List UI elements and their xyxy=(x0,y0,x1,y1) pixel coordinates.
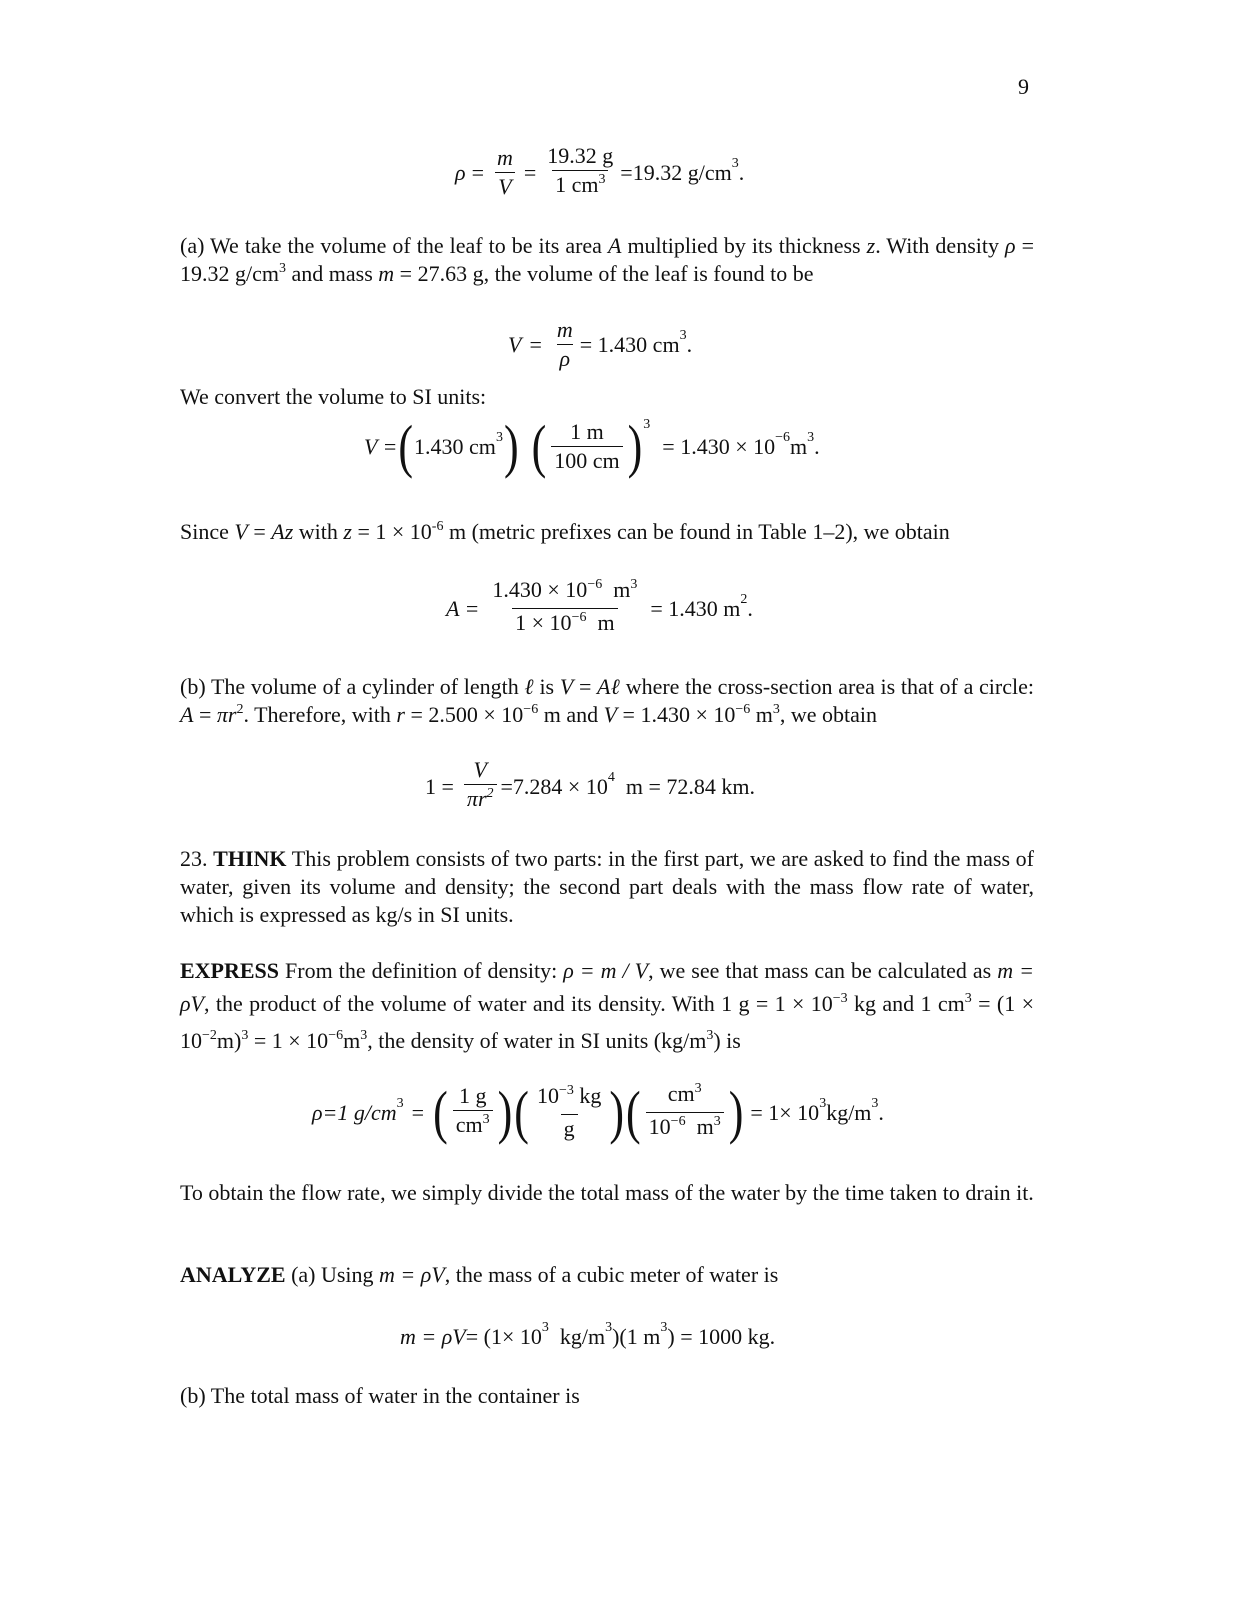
var-m: m xyxy=(378,261,395,286)
analyze-label: ANALYZE xyxy=(180,1262,286,1287)
superscript: 3 xyxy=(360,1028,368,1043)
text: , we obtain xyxy=(779,702,878,727)
paragraph-part-a xyxy=(180,232,1034,292)
fraction-1 xyxy=(453,1082,493,1143)
denominator: V xyxy=(495,172,514,201)
denominator xyxy=(552,170,608,203)
text: = 2.500 × 10 xyxy=(404,702,524,727)
result-tail: m = 72.84 km. xyxy=(614,773,755,799)
open-paren: ( xyxy=(531,412,547,479)
superscript: 2 xyxy=(486,786,494,801)
denominator xyxy=(464,784,497,817)
var-v: V xyxy=(559,674,574,699)
text: kg/m xyxy=(548,1324,606,1349)
equals-sign: = xyxy=(471,159,484,185)
var-z: z xyxy=(866,233,876,258)
text: is xyxy=(533,674,560,699)
unit: kg/m xyxy=(826,1099,872,1125)
text: From the definition of density: xyxy=(279,958,564,983)
text: (a) We take the volume of the leaf to be its area xyxy=(180,233,608,258)
numerator: 1 g xyxy=(458,1083,487,1108)
var-az: Az xyxy=(271,519,294,544)
superscript: 3 xyxy=(605,1320,613,1335)
superscript: -6 xyxy=(431,519,444,534)
text: multiplied by its thickness xyxy=(621,233,867,258)
numerator: 1 m xyxy=(570,419,604,444)
var-v: V xyxy=(234,519,248,544)
paragraph-convert: We convert the volume to SI units: xyxy=(180,384,487,409)
equation-result: = 1.430 m xyxy=(650,595,741,621)
equals-sign: = xyxy=(523,159,537,185)
num-text: 1.430 × 10 xyxy=(492,577,588,602)
denominator: ρ xyxy=(557,344,574,373)
lhs: V = xyxy=(364,433,398,459)
text: , the density of water in SI units (kg/m xyxy=(367,1028,707,1053)
fraction-v-over-pir2 xyxy=(464,756,497,817)
equation-mass xyxy=(400,1320,776,1350)
rho-symbol: ρ xyxy=(455,159,466,185)
var-v: V xyxy=(508,331,522,357)
var-rho: ρ xyxy=(1005,233,1016,258)
var-z: z xyxy=(343,519,352,544)
superscript: −6 xyxy=(523,702,539,717)
close-paren: ) xyxy=(609,1078,625,1145)
text: = xyxy=(193,702,217,727)
unit: m xyxy=(602,577,631,602)
open-paren: ( xyxy=(433,1078,448,1145)
superscript: 4 xyxy=(607,769,615,785)
superscript: 3 xyxy=(694,1081,702,1096)
numerator xyxy=(534,1082,604,1114)
text: m xyxy=(343,1028,361,1053)
denominator-base: 1 cm xyxy=(555,172,599,197)
value: 1.430 cm xyxy=(414,433,496,459)
num-text: cm xyxy=(667,1081,695,1106)
open-paren: ( xyxy=(514,1078,529,1145)
superscript: 3 xyxy=(643,416,651,432)
text: (b) The volume of a cylinder of length xyxy=(180,674,525,699)
text: Since xyxy=(180,519,235,544)
superscript: 3 xyxy=(772,702,780,717)
superscript: 2 xyxy=(740,591,748,607)
denominator: 100 cm xyxy=(551,446,622,475)
unit: m xyxy=(790,433,808,459)
lhs: 1 = xyxy=(425,773,454,799)
den-text: cm xyxy=(455,1112,483,1137)
text: , the product of the volume of water and its density. With 1 g = 1 × 10 xyxy=(204,991,833,1016)
fraction-area xyxy=(489,576,640,641)
var-ell: ℓ xyxy=(524,674,534,699)
text: , we see that mass can be calculated as xyxy=(648,958,998,983)
numerator: V xyxy=(473,757,487,782)
period: . xyxy=(747,595,753,621)
text: m xyxy=(750,702,773,727)
fraction-2 xyxy=(534,1082,604,1143)
text: This problem consists of two parts: in the first part, we are asked to find the mass of water, given its volume and density; the second part deals with the mass flow rate of water, which is expressed as kg/s in SI units. xyxy=(180,846,1035,927)
denominator xyxy=(646,1112,724,1145)
text: m and xyxy=(538,702,604,727)
var-v: V xyxy=(603,702,618,727)
lhs: m = ρV xyxy=(400,1324,466,1349)
paragraph-total-mass: (b) The total mass of water in the container is xyxy=(180,1383,580,1408)
lhs: A = xyxy=(446,595,480,621)
period: . xyxy=(686,331,693,357)
text: = (1 × 10 xyxy=(180,991,1035,1053)
var-a: A xyxy=(607,233,622,258)
den-text: πr xyxy=(466,786,487,811)
close-paren: ) xyxy=(728,1078,744,1145)
superscript: −3 xyxy=(832,991,848,1006)
var-aell: Aℓ xyxy=(597,674,621,699)
fraction-3 xyxy=(646,1080,724,1145)
text: kg and 1 cm xyxy=(847,991,965,1016)
paragraph-part-b xyxy=(180,673,1034,733)
superscript: 2 xyxy=(236,702,244,717)
express-label: EXPRESS xyxy=(180,958,280,983)
text: and mass xyxy=(286,261,379,286)
fraction-mass-over-volume xyxy=(544,142,616,203)
text: = 27.63 g, the volume of the leaf is found to be xyxy=(394,261,814,286)
den-text: 1 × 10 xyxy=(515,610,572,635)
den-text: 10 xyxy=(648,1114,671,1139)
period: . xyxy=(738,159,745,185)
think-label: THINK xyxy=(213,846,287,871)
text: where the cross-section area is that of a circle: xyxy=(620,674,1034,699)
fraction-m-over-rho xyxy=(554,316,576,373)
equation-result: =19.32 g/cm xyxy=(620,159,732,185)
text: , the mass of a cubic meter of water is xyxy=(444,1262,779,1287)
superscript: 3 xyxy=(819,1095,827,1111)
superscript: −6 xyxy=(571,610,587,625)
superscript: 3 xyxy=(679,327,687,343)
var-r: r xyxy=(396,702,405,727)
text: )(1 m xyxy=(612,1324,661,1349)
denominator xyxy=(453,1110,493,1143)
paragraph-think xyxy=(180,845,1034,929)
close-paren: ) xyxy=(503,412,519,479)
unit: kg xyxy=(573,1083,602,1108)
period: . xyxy=(878,1099,884,1125)
superscript: 3 xyxy=(731,155,739,171)
paragraph-express xyxy=(180,954,1034,1061)
var-a: A xyxy=(180,702,194,727)
superscript: 3 xyxy=(279,261,286,276)
superscript: −2 xyxy=(202,1028,217,1043)
equals-sign: = xyxy=(529,331,542,357)
unit: m xyxy=(685,1114,714,1139)
period: . xyxy=(814,433,820,459)
text: = 19.32 g/cm xyxy=(180,233,1035,286)
text: (a) Using xyxy=(285,1262,380,1287)
superscript: 3 xyxy=(541,1320,549,1335)
formula: m = ρV xyxy=(379,1262,445,1287)
superscript: 3 xyxy=(713,1114,721,1129)
superscript: 3 xyxy=(630,577,638,592)
paragraph-analyze xyxy=(180,1261,1034,1289)
superscript: −6 xyxy=(587,577,603,592)
numerator xyxy=(489,576,640,608)
text: ) is xyxy=(713,1028,741,1053)
text: ) = 1000 kg. xyxy=(667,1324,776,1349)
open-paren: ( xyxy=(398,412,414,479)
denominator: g xyxy=(561,1114,578,1143)
problem-number: 23. xyxy=(180,846,214,871)
equals-sign: = xyxy=(411,1099,425,1125)
lhs: ρ=1 g/cm xyxy=(312,1099,397,1125)
superscript: 3 xyxy=(964,991,972,1006)
equation-result: = 1.430 cm xyxy=(579,331,680,357)
superscript: −6 xyxy=(775,429,791,445)
superscript: 3 xyxy=(495,429,503,445)
text: = 1.430 × 10 xyxy=(617,702,736,727)
denominator xyxy=(512,608,617,641)
superscript: 3 xyxy=(598,172,606,187)
equation-convert xyxy=(364,412,820,479)
var-pir: πr xyxy=(216,702,237,727)
superscript: 3 xyxy=(706,1028,714,1043)
superscript: −6 xyxy=(670,1114,686,1129)
text: with xyxy=(293,519,344,544)
paragraph-flow-rate: To obtain the flow rate, we simply divide the total mass of the water by the time taken to drain it. xyxy=(180,1180,1034,1205)
text: = (1× 10 xyxy=(465,1324,542,1349)
superscript: 3 xyxy=(807,429,815,445)
numerator: m xyxy=(496,145,513,170)
text: . With density xyxy=(875,233,1006,258)
equation-result: =7.284 × 10 xyxy=(500,773,608,799)
text: m) xyxy=(216,1028,242,1053)
equation-area xyxy=(446,576,753,641)
equation-volume xyxy=(508,316,692,373)
fraction-m-over-v xyxy=(494,144,516,201)
text: . Therefore, with xyxy=(243,702,397,727)
equation-result: = 1× 10 xyxy=(750,1099,820,1125)
num-text: 10 xyxy=(536,1083,559,1108)
unit: m xyxy=(586,610,615,635)
equation-water-density xyxy=(312,1080,884,1145)
fraction-unit-conversion xyxy=(551,418,622,475)
equation-result: = 1.430 × 10 xyxy=(662,433,776,459)
open-paren: ( xyxy=(626,1078,641,1145)
superscript: 3 xyxy=(396,1095,404,1111)
page-number: 9 xyxy=(1018,74,1029,99)
text: = 1 × 10 xyxy=(351,519,432,544)
close-paren: ) xyxy=(627,412,643,479)
formula: m = ρV xyxy=(180,958,1035,1016)
definition: ρ = m / V xyxy=(563,958,649,983)
text: m (metric prefixes can be found in Table 1–2), we obtain xyxy=(443,519,950,544)
superscript: 3 xyxy=(871,1095,879,1111)
superscript: −3 xyxy=(558,1083,574,1098)
superscript: −6 xyxy=(735,702,751,717)
paragraph-since xyxy=(180,518,1034,550)
superscript: 3 xyxy=(660,1320,668,1335)
superscript: −6 xyxy=(328,1028,344,1043)
close-paren: ) xyxy=(497,1078,513,1145)
text: = 1 × 10 xyxy=(248,1028,329,1053)
equation-length xyxy=(425,756,755,817)
superscript: 3 xyxy=(482,1112,490,1127)
text: = xyxy=(573,674,598,699)
equation-density xyxy=(455,142,744,203)
numerator xyxy=(665,1080,705,1112)
numerator: 19.32 g xyxy=(547,143,614,168)
superscript: 3 xyxy=(241,1028,249,1043)
numerator: m xyxy=(556,317,573,342)
text: = xyxy=(247,519,272,544)
